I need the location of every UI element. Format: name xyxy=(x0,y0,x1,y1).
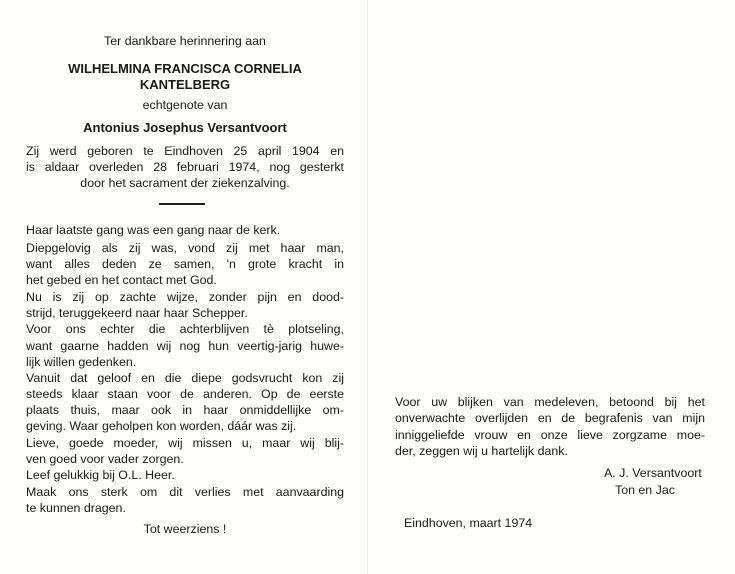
poem-line: Voor ons echter die achterblijven tè plotseling, xyxy=(26,322,344,336)
signature-family: Ton en Jac xyxy=(615,483,675,497)
right-page xyxy=(368,0,735,574)
thanks-line: onverwachte overlijden en de begrafenis van mijn xyxy=(395,411,705,425)
closing-text: Tot weerziens ! xyxy=(143,522,227,536)
signature-name: A. J. Versantvoort xyxy=(604,466,702,480)
poem-line: het gebed en het contact met God. xyxy=(26,273,217,287)
poem-line: Haar laatste gang was een gang naar de kerk. xyxy=(26,223,281,237)
divider-line xyxy=(159,203,205,205)
left-page xyxy=(0,0,367,574)
poem-line: te kunnen dragen. xyxy=(26,501,126,515)
thanks-line: der, zeggen wij u hartelijk dank. xyxy=(395,444,568,458)
poem-line: plaats thuis, maar ook in haar onmiddellijke om- xyxy=(26,403,344,417)
place-date: Eindhoven, maart 1974 xyxy=(404,516,533,530)
poem-line: lijk willen gedenken. xyxy=(26,355,137,369)
relation-text: echtgenote van xyxy=(142,98,228,112)
poem-line: want alles deden ze samen, 'n grote kracht in xyxy=(26,257,344,271)
bio-line: door het sacrament der ziekenzalving. xyxy=(80,176,290,190)
bio-line: Zij werd geboren te Eindhoven 25 april 1904 en xyxy=(26,144,344,158)
poem-line: steeds klaar staan voor de anderen. Op de eerste xyxy=(26,387,344,401)
poem-line: Nu is zij op zachte wijze, zonder pijn en dood- xyxy=(26,290,344,304)
thanks-line: inniggeliefde vrouw en onze lieve zorgzame moe- xyxy=(395,428,705,442)
bio-line: is aldaar overleden 28 februari 1974, nog gesterkt xyxy=(26,160,344,174)
poem-line: geving. Waar geholpen kon worden, dáár was zij. xyxy=(26,419,297,433)
thanks-line: Voor uw blijken van medeleven, betoond bij het xyxy=(395,395,705,409)
spouse-name: Antonius Josephus Versantvoort xyxy=(83,120,287,135)
poem-line: Leef gelukkig bij O.L. Heer. xyxy=(26,468,175,482)
poem-line: Diepgelovig als zij was, vond zij met haar man, xyxy=(26,241,344,255)
deceased-name-line2: KANTELBERG xyxy=(139,77,231,92)
poem-line: want gaarne hadden wij nog hun veertig-jarig huwe- xyxy=(26,339,344,353)
poem-line: Vanuit dat geloof en die diepe godsvrucht kon zij xyxy=(26,371,344,385)
poem-line: strijd, teruggekeerd naar haar Schepper. xyxy=(26,306,248,320)
poem-line: Lieve, goede moeder, wij missen u, maar wij blij- xyxy=(26,436,344,450)
intro-text: Ter dankbare herinnering aan xyxy=(104,34,266,48)
deceased-name-line1: WILHELMINA FRANCISCA CORNELIA xyxy=(68,61,302,76)
poem-line: ven goed voor vader zorgen. xyxy=(26,452,184,466)
poem-line: Maak ons sterk om dit verlies met aanvaarding xyxy=(26,485,344,499)
